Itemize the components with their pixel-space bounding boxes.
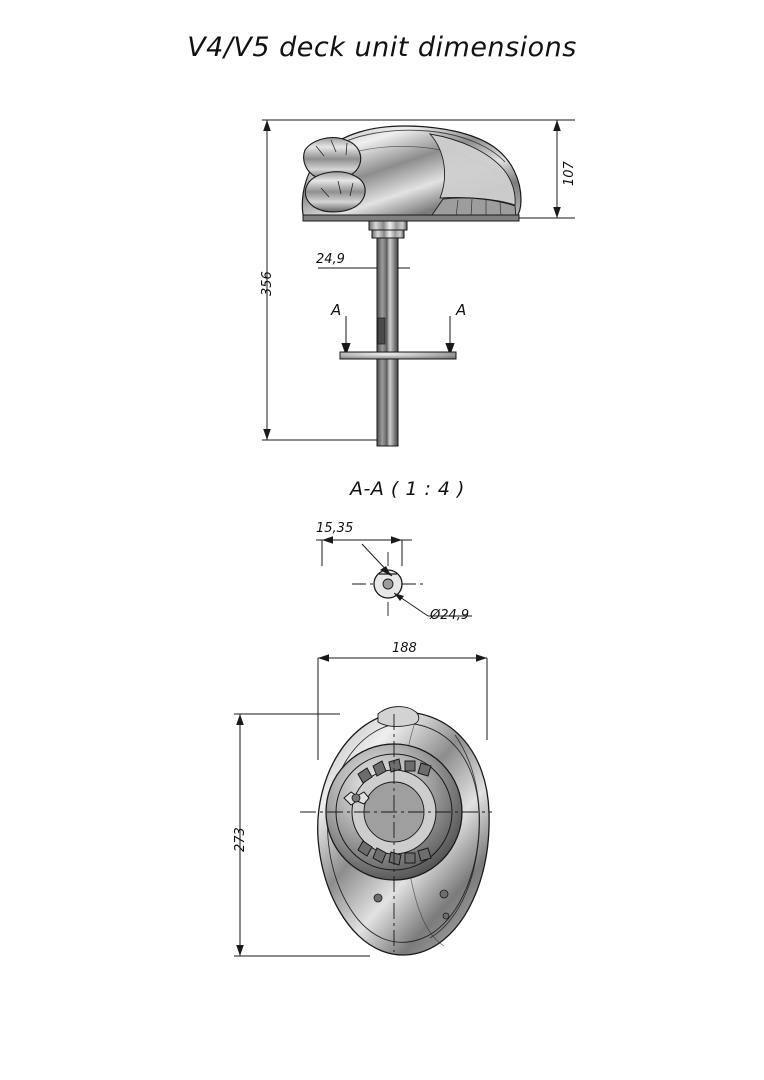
dimension-273: 273 — [233, 827, 248, 852]
side-view-dimension-lines — [262, 120, 575, 440]
dimension-107: 107 — [562, 161, 577, 186]
section-aa-geometry — [316, 536, 472, 616]
dimension-15-35: 15,35 — [316, 521, 354, 536]
plan-view-dimension-lines — [234, 658, 487, 956]
section-marker-a-left: A — [331, 301, 342, 319]
section-marker-a-right: A — [456, 301, 467, 319]
dimension-diameter-24-9: Ø24,9 — [430, 608, 470, 623]
plan-view-geometry — [300, 707, 492, 955]
dimension-356: 356 — [260, 271, 275, 296]
dimension-188: 188 — [392, 641, 417, 656]
side-view-geometry — [302, 126, 521, 446]
section-aa-caption: A-A ( 1 : 4 ) — [350, 478, 465, 500]
dimension-24-9: 24,9 — [316, 252, 345, 267]
page-title: V4/V5 deck unit dimensions — [187, 32, 577, 63]
plan-view-arrowheads — [236, 654, 487, 956]
side-view-arrowheads — [263, 120, 561, 440]
